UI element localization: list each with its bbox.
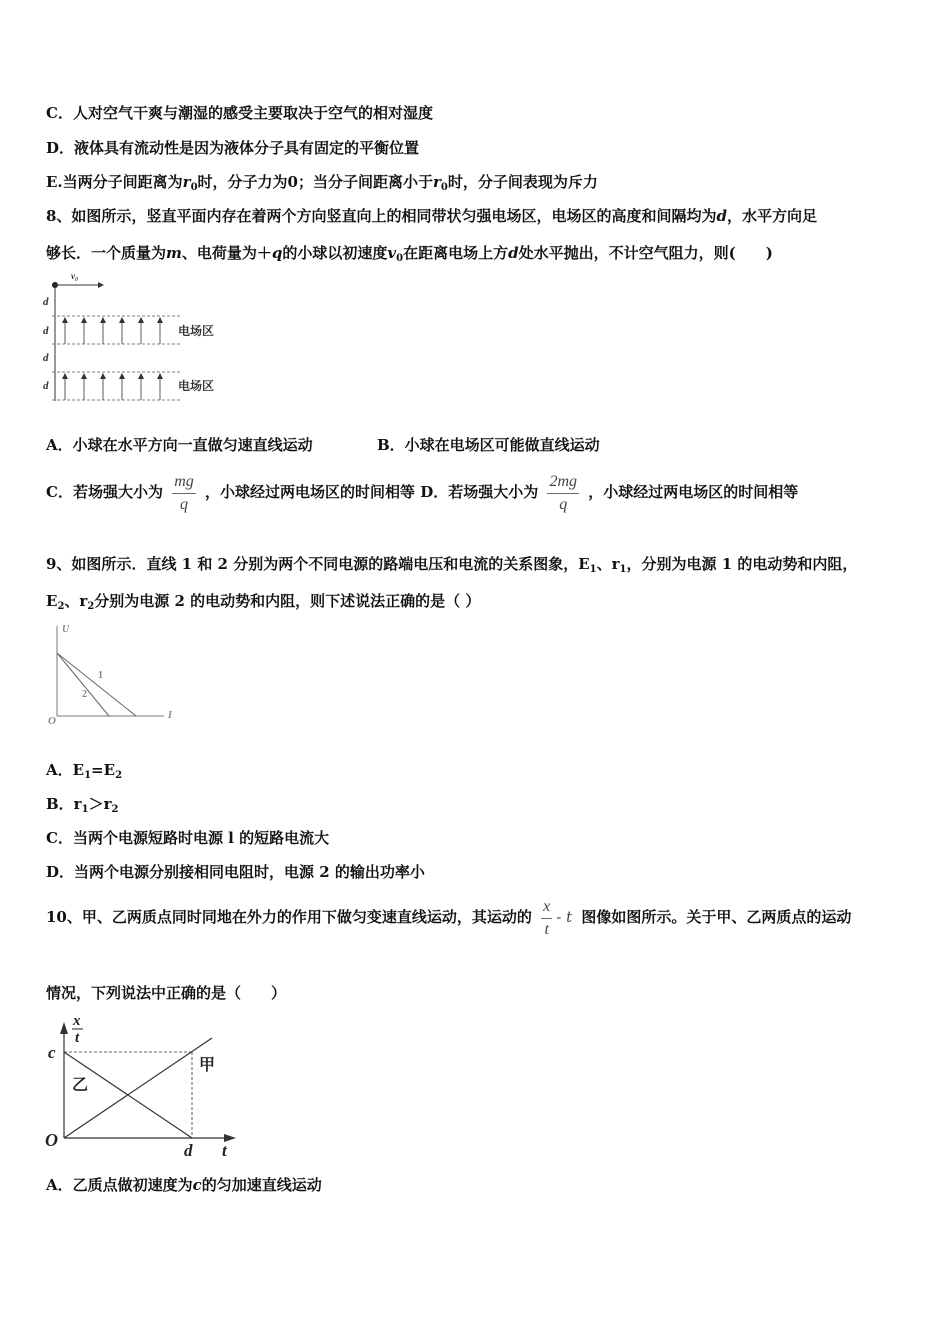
line-2-label: 2 (82, 689, 87, 700)
q7-option-c: C．人对空气干爽与潮湿的感受主要取决于空气的相对湿度 (46, 104, 433, 122)
q9-stem-line1: 9、如图所示．直线 1 和 2 分别为两个不同电源的路端电压和电流的关系图象，$E_1$、$r_1$，分别为电源 1 的电动势和内阻， (46, 555, 858, 575)
v0-arrow-icon (98, 282, 104, 288)
field-zone-boundaries (52, 316, 182, 400)
d-label-4: d (43, 380, 49, 392)
field-arrowheads-zone-1 (62, 317, 163, 323)
field-arrows-zone-2 (65, 375, 160, 400)
t-axis-label: t (222, 1141, 227, 1160)
q9-option-a: A．$E_1=E_2$ (46, 761, 123, 781)
yi-label: 乙 (72, 1075, 89, 1094)
u-axis-label: U (62, 624, 70, 635)
q8-stem-line1: 8、如图所示，竖直平面内存在着两个方向竖直向上的相同带状匀强电场区，电场区的高度和间隔均为d，水平方向足 (46, 207, 817, 225)
q10-stem-line1: 10、甲、乙两质点同时同地在外力的作用下做匀变速直线运动，其运动的 $\frac{x}{t}$ - t 图像如图所示。关于甲、乙两质点的运动 (46, 897, 852, 938)
q9-u-i-graph (44, 620, 184, 730)
d-label: d (184, 1141, 193, 1160)
i-axis-label: I (168, 710, 172, 721)
c-label: c (48, 1043, 56, 1062)
jia-label: 甲 (199, 1055, 216, 1074)
q9-option-b: B．$r_1>r_2$ (46, 795, 119, 815)
graph-line-1 (57, 653, 136, 716)
zone-label-2: 电场区 (178, 379, 215, 393)
field-arrowheads-zone-2 (62, 373, 163, 379)
line-1-label: 1 (98, 670, 103, 681)
field-arrows-zone-1 (65, 319, 160, 344)
v0-label: v₀ (71, 271, 79, 281)
y-axis-label-den: t (75, 1030, 80, 1046)
origin-label: O (48, 715, 56, 727)
q9-option-d: D．当两个电源分别接相同电阻时，电源 2 的输出功率小 (46, 863, 425, 881)
q9-option-c: C．当两个电源短路时电源 l 的短路电流大 (46, 829, 330, 847)
fraction-2mg-q: $\frac{2mg}{q}$ (549, 472, 578, 513)
q7-option-e: E.当两分子间距离为$r_0$时，分子力为0；当分子间距离小于$r_0$时，分子间表现为斥力 (46, 173, 598, 193)
y-axis-arrow-icon (60, 1022, 68, 1034)
y-axis-label-num: x (73, 1013, 81, 1029)
q8-option-c-d: C．若场强大小为 $\frac{mg}{q}$ ，小球经过两电场区的时间相等 D．若场强大小为 $\frac{2mg}{q}$ ，小球经过两电场区的时间相等 (46, 472, 799, 513)
q9-stem-line2: $E_2$、$r_2$分别为电源 2 的电动势和内阻，则下述说法正确的是（ ） (46, 592, 481, 612)
fraction-mg-q: $\frac{mg}{q}$ (174, 472, 194, 513)
q10-stem-line2: 情况，下列说法中正确的是（ ） (46, 984, 287, 1002)
d-label-1: d (43, 296, 49, 308)
d-label-2: d (43, 325, 49, 337)
q8-option-a: A．小球在水平方向一直做匀速直线运动 (46, 436, 313, 454)
q8-electric-field-figure (40, 268, 230, 408)
zone-label-1: 电场区 (178, 324, 215, 338)
q8-stem-line2: 够长．一个质量为m、电荷量为＋q的小球以初速度$v_0$在距离电场上方d处水平抛出，不计空气阻力，则( ) (46, 244, 773, 264)
graph-line-2 (57, 653, 109, 716)
q8-option-b: B．小球在电场区可能做直线运动 (377, 436, 600, 454)
origin-label: O (45, 1130, 58, 1150)
q10-option-a: A．乙质点做初速度为c的匀加速直线运动 (46, 1176, 322, 1194)
d-label-3: d (43, 352, 49, 364)
fraction-x-t: $\frac{x}{t}$ (543, 897, 551, 938)
q7-option-d: D．液体具有流动性是因为液体分子具有固定的平衡位置 (46, 139, 420, 157)
q10-xt-t-graph (42, 1010, 242, 1160)
